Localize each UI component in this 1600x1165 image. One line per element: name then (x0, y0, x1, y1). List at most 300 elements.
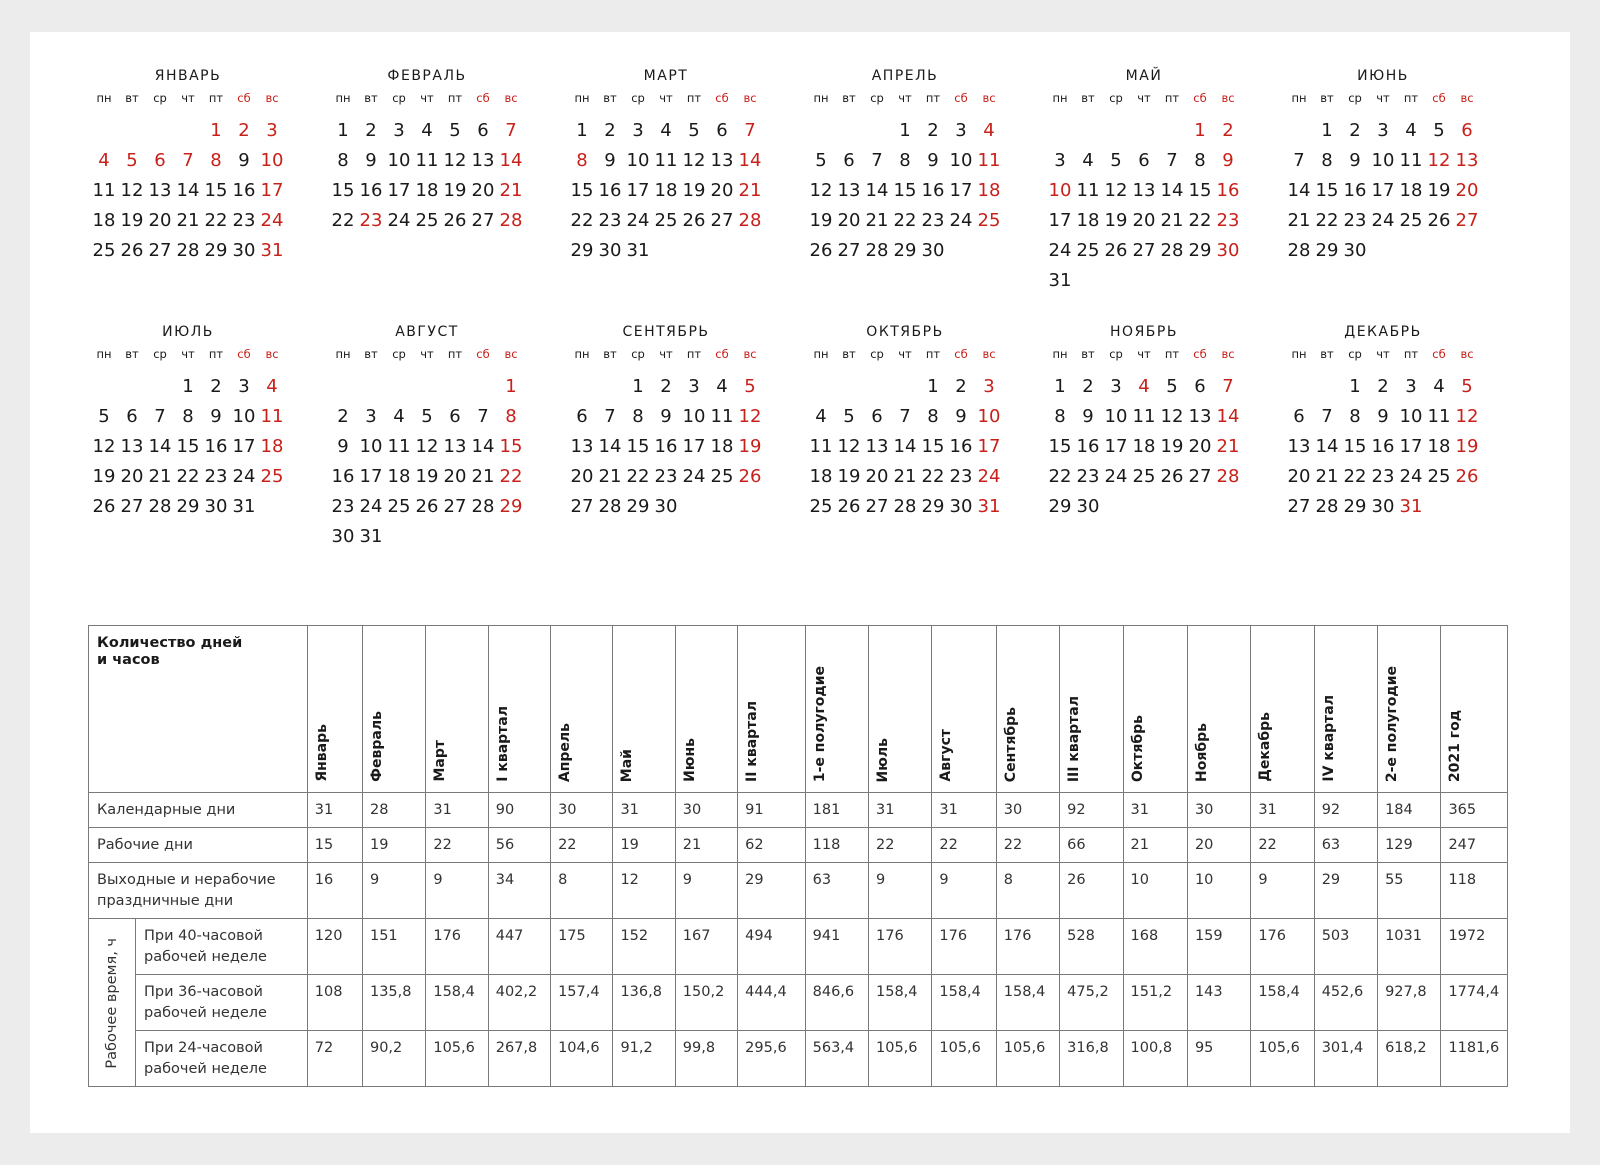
month-block (90, 66, 286, 296)
day-cell: 6 (1194, 376, 1206, 397)
day-cell: 11 (1132, 406, 1156, 427)
day-cell: 13 (148, 180, 172, 201)
day-cell: 26 (1104, 240, 1128, 261)
weekday-label: пт (686, 347, 702, 361)
day-cell: 22 (176, 466, 200, 487)
month-name: МАРТ (643, 68, 689, 84)
day-cell: 28 (471, 496, 495, 517)
day-cell: 4 (660, 120, 672, 141)
day-cell: 1 (927, 376, 939, 397)
day-cell: 20 (837, 210, 861, 231)
weekday-label: вт (1320, 347, 1334, 361)
day-blank (596, 372, 624, 402)
table-row (89, 919, 1508, 975)
table-cell: 105,6 (1251, 1031, 1314, 1087)
day-cell: 27 (1132, 240, 1156, 261)
day-cell: 27 (1287, 496, 1311, 517)
day-cell-holiday: 20 (1455, 180, 1479, 201)
weekday-label: вт (603, 347, 617, 361)
day-cell: 19 (1104, 210, 1128, 231)
day-cell-holiday: 31 (977, 496, 1001, 517)
day-blank (118, 372, 146, 402)
table-cell: 10 (1187, 863, 1250, 919)
day-cell: 16 (598, 180, 622, 201)
day-cell: 2 (337, 406, 349, 427)
weekday-label: пн (574, 91, 590, 105)
column-header-label: Июнь (681, 738, 698, 782)
month-name: АВГУСТ (395, 324, 459, 340)
day-cell-holiday: 4 (1138, 376, 1150, 397)
day-cell-holiday: 14 (738, 150, 762, 171)
weekday-label: вт (125, 347, 139, 361)
day-blank (469, 372, 497, 402)
day-cell: 24 (1104, 466, 1128, 487)
weekday-header-row (329, 88, 525, 116)
weekday-label: пт (686, 91, 702, 105)
day-cell: 8 (182, 406, 194, 427)
row-label: Выходные и нерабочие праздничные дни (89, 863, 308, 919)
day-cell: 6 (1293, 406, 1305, 427)
day-cell: 5 (1110, 150, 1122, 171)
weekday-label: пн (1052, 347, 1068, 361)
day-cell: 10 (949, 150, 973, 171)
table-cell: 31 (1123, 793, 1187, 828)
day-cell: 5 (843, 406, 855, 427)
day-blank (835, 116, 863, 146)
weekday-label: чт (420, 91, 434, 105)
day-cell-holiday: 19 (738, 436, 762, 457)
day-cell-holiday: 7 (505, 120, 517, 141)
table-cell: 95 (1187, 1031, 1250, 1087)
day-cell: 10 (1399, 406, 1423, 427)
day-cell: 24 (949, 210, 973, 231)
day-cell-holiday: 10 (260, 150, 284, 171)
day-cell: 16 (654, 436, 678, 457)
day-cell: 18 (1132, 436, 1156, 457)
table-cell: 8 (551, 863, 613, 919)
weekday-label: ср (870, 91, 884, 105)
day-blank (1074, 116, 1102, 146)
day-cell-holiday: 28 (1216, 466, 1240, 487)
column-header-label: Июль (875, 737, 891, 782)
day-cell: 4 (1433, 376, 1445, 397)
day-cell: 30 (1371, 496, 1395, 517)
table-cell: 20 (1187, 828, 1250, 863)
weekday-label: сб (1432, 91, 1446, 105)
month-block (329, 322, 525, 552)
day-cell: 1 (632, 376, 644, 397)
day-cell: 17 (232, 436, 256, 457)
day-cell: 13 (570, 436, 594, 457)
day-cell: 9 (365, 150, 377, 171)
day-cell-holiday: 3 (983, 376, 995, 397)
day-cell: 22 (331, 210, 355, 231)
day-cell: 20 (148, 210, 172, 231)
weekday-label: пн (1052, 91, 1068, 105)
day-cell: 15 (893, 180, 917, 201)
day-cell: 12 (92, 436, 116, 457)
day-cell: 15 (570, 180, 594, 201)
table-cell: 31 (869, 793, 932, 828)
weekday-label: сб (715, 91, 729, 105)
month-name: МАЙ (1125, 68, 1163, 84)
work-time-group-label (89, 919, 136, 1087)
day-cell: 18 (654, 180, 678, 201)
day-cell: 21 (471, 466, 495, 487)
table-cell: 108 (307, 975, 362, 1031)
column-header-label: IV квартал (1320, 695, 1337, 782)
weekday-label: вс (504, 91, 518, 105)
day-cell: 3 (632, 120, 644, 141)
day-cell: 17 (387, 180, 411, 201)
weekday-label: чт (181, 347, 195, 361)
day-cell: 2 (1082, 376, 1094, 397)
weekday-header-row (1046, 344, 1242, 372)
day-cell: 22 (921, 466, 945, 487)
day-grid (1285, 372, 1481, 522)
day-cell: 11 (654, 150, 678, 171)
day-cell: 21 (148, 466, 172, 487)
table-cell: 1031 (1378, 919, 1441, 975)
column-header-label: 2-е полугодие (1384, 665, 1401, 782)
day-cell: 27 (443, 496, 467, 517)
month-name: ЯНВАРЬ (154, 68, 222, 84)
table-cell: 91,2 (613, 1031, 675, 1087)
day-cell: 28 (893, 496, 917, 517)
weekday-label: вт (1081, 347, 1095, 361)
day-cell-holiday: 31 (1399, 496, 1423, 517)
day-cell-holiday: 18 (260, 436, 284, 457)
day-cell: 4 (421, 120, 433, 141)
day-cell: 25 (654, 210, 678, 231)
day-cell-holiday: 6 (1461, 120, 1473, 141)
month-name: ИЮНЬ (1357, 68, 1409, 84)
day-cell: 31 (232, 496, 256, 517)
month-name: НОЯБРЬ (1110, 324, 1178, 340)
table-cell: 15 (307, 828, 362, 863)
day-cell-holiday: 4 (266, 376, 278, 397)
table-row (89, 828, 1508, 863)
day-cell: 8 (632, 406, 644, 427)
table-cell: 158,4 (932, 975, 996, 1031)
weekday-label: чт (1376, 91, 1390, 105)
column-header (805, 626, 868, 793)
table-cell: 316,8 (1060, 1031, 1123, 1087)
table-cell: 157,4 (551, 975, 613, 1031)
column-header (869, 626, 932, 793)
day-cell: 28 (176, 240, 200, 261)
day-cell: 15 (331, 180, 355, 201)
day-cell: 17 (1371, 180, 1395, 201)
weekday-label: чт (420, 347, 434, 361)
day-grid (1046, 116, 1242, 296)
day-cell: 21 (598, 466, 622, 487)
day-cell: 24 (232, 466, 256, 487)
day-cell: 30 (232, 240, 256, 261)
table-cell: 150,2 (675, 975, 737, 1031)
column-header (932, 626, 996, 793)
table-body (89, 793, 1508, 1087)
day-cell: 19 (809, 210, 833, 231)
day-cell-holiday: 3 (266, 120, 278, 141)
weekday-label: вс (265, 91, 279, 105)
table-cell: 301,4 (1314, 1031, 1377, 1087)
day-cell: 21 (893, 466, 917, 487)
day-cell: 8 (1349, 406, 1361, 427)
weekday-label: сб (1193, 91, 1207, 105)
column-header-label: 1-е полугодие (811, 665, 828, 782)
weekday-label: пн (96, 91, 112, 105)
day-cell: 3 (1405, 376, 1417, 397)
day-cell: 30 (654, 496, 678, 517)
day-cell: 5 (98, 406, 110, 427)
day-cell: 9 (210, 406, 222, 427)
day-cell: 4 (716, 376, 728, 397)
day-cell: 27 (570, 496, 594, 517)
day-cell-holiday: 14 (499, 150, 523, 171)
day-cell-holiday: 8 (210, 150, 222, 171)
day-blank (1130, 116, 1158, 146)
weekday-header-row (568, 344, 764, 372)
day-cell: 9 (927, 150, 939, 171)
table-cell: 143 (1187, 975, 1250, 1031)
table-cell: 19 (613, 828, 675, 863)
table-cell: 92 (1060, 793, 1123, 828)
day-cell: 28 (148, 496, 172, 517)
table-cell: 105,6 (869, 1031, 932, 1087)
day-grid (329, 116, 525, 236)
month-block (807, 322, 1003, 552)
table-cell: 21 (1123, 828, 1187, 863)
weekday-label: ср (1348, 347, 1362, 361)
day-cell-holiday: 8 (505, 406, 517, 427)
month-block (568, 66, 764, 296)
day-cell-holiday: 26 (738, 466, 762, 487)
day-blank (891, 372, 919, 402)
day-cell: 21 (1315, 466, 1339, 487)
day-cell: 6 (576, 406, 588, 427)
day-cell-holiday: 5 (126, 150, 138, 171)
weekday-label: вс (743, 91, 757, 105)
day-cell: 18 (1399, 180, 1423, 201)
day-cell: 29 (176, 496, 200, 517)
day-cell: 22 (626, 466, 650, 487)
day-cell-holiday: 15 (499, 436, 523, 457)
table-cell: 158,4 (426, 975, 488, 1031)
table-cell: 927,8 (1378, 975, 1441, 1031)
day-cell: 17 (1104, 436, 1128, 457)
day-cell-holiday: 2 (238, 120, 250, 141)
day-cell-holiday: 16 (1216, 180, 1240, 201)
day-cell: 24 (1371, 210, 1395, 231)
day-cell: 23 (921, 210, 945, 231)
day-cell: 25 (710, 466, 734, 487)
table-cell: 1181,6 (1441, 1031, 1508, 1087)
day-cell: 28 (865, 240, 889, 261)
table-cell: 31 (1251, 793, 1314, 828)
day-cell-holiday: 19 (1455, 436, 1479, 457)
day-cell: 25 (809, 496, 833, 517)
column-header-label: Ноябрь (1193, 723, 1210, 782)
day-cell: 27 (1188, 466, 1212, 487)
column-header (1251, 626, 1314, 793)
table-cell: 22 (426, 828, 488, 863)
day-cell: 1 (1349, 376, 1361, 397)
weekday-label: вт (1320, 91, 1334, 105)
weekday-label: ср (392, 91, 406, 105)
calendar-sheet (30, 32, 1570, 1133)
day-cell: 19 (92, 466, 116, 487)
column-header-label: Апрель (557, 722, 574, 782)
weekday-label: ср (1348, 91, 1362, 105)
day-cell: 7 (154, 406, 166, 427)
table-cell: 563,4 (805, 1031, 868, 1087)
day-cell: 7 (871, 150, 883, 171)
day-cell: 12 (837, 436, 861, 457)
day-cell: 31 (359, 526, 383, 547)
day-blank (413, 372, 441, 402)
day-cell: 15 (204, 180, 228, 201)
day-cell: 10 (626, 150, 650, 171)
day-cell: 4 (815, 406, 827, 427)
day-cell-holiday: 8 (576, 150, 588, 171)
table-cell: 90 (488, 793, 550, 828)
weekday-label: вс (1460, 91, 1474, 105)
day-cell: 14 (176, 180, 200, 201)
day-blank (329, 372, 357, 402)
weekday-label: вс (504, 347, 518, 361)
weekday-label: ср (1109, 91, 1123, 105)
weekday-label: чт (898, 91, 912, 105)
day-cell: 5 (1433, 120, 1445, 141)
day-cell-holiday: 11 (977, 150, 1001, 171)
day-cell: 11 (809, 436, 833, 457)
weekday-label: ср (392, 347, 406, 361)
table-cell: 267,8 (488, 1031, 550, 1087)
table-cell: 176 (932, 919, 996, 975)
day-cell-holiday: 21 (499, 180, 523, 201)
day-grid (90, 372, 286, 522)
day-cell: 20 (710, 180, 734, 201)
weekday-label: вт (1081, 91, 1095, 105)
table-cell: 104,6 (551, 1031, 613, 1087)
day-cell: 3 (1377, 120, 1389, 141)
column-header-label: Январь (313, 724, 330, 782)
day-cell: 27 (710, 210, 734, 231)
day-cell: 31 (1048, 270, 1072, 291)
day-cell-holiday: 21 (1216, 436, 1240, 457)
day-cell: 8 (927, 406, 939, 427)
day-grid (568, 116, 764, 266)
weekday-label: чт (898, 347, 912, 361)
day-cell: 3 (1054, 150, 1066, 171)
table-cell: 29 (1314, 863, 1377, 919)
day-cell: 31 (626, 240, 650, 261)
day-cell: 2 (1349, 120, 1361, 141)
table-cell: 846,6 (805, 975, 868, 1031)
day-cell: 30 (949, 496, 973, 517)
table-cell: 9 (426, 863, 488, 919)
table-cell: 30 (675, 793, 737, 828)
column-header-label: Октябрь (1129, 714, 1146, 782)
weekday-label: пт (1403, 347, 1419, 361)
month-block (329, 66, 525, 296)
day-cell: 24 (1048, 240, 1072, 261)
day-cell: 2 (604, 120, 616, 141)
day-blank (146, 372, 174, 402)
day-cell: 24 (626, 210, 650, 231)
table-cell: 176 (869, 919, 932, 975)
month-block (807, 66, 1003, 296)
day-cell: 23 (331, 496, 355, 517)
day-cell: 21 (1287, 210, 1311, 231)
day-cell: 4 (1405, 120, 1417, 141)
table-cell: 452,6 (1314, 975, 1377, 1031)
day-cell: 7 (1321, 406, 1333, 427)
weekday-label: пн (335, 91, 351, 105)
day-cell: 19 (415, 466, 439, 487)
day-cell: 18 (387, 466, 411, 487)
table-cell: 176 (996, 919, 1059, 975)
weekday-label: ср (153, 91, 167, 105)
table-cell: 105,6 (996, 1031, 1059, 1087)
day-cell: 10 (1371, 150, 1395, 171)
day-cell: 26 (415, 496, 439, 517)
day-cell: 22 (893, 210, 917, 231)
day-cell: 21 (176, 210, 200, 231)
day-cell-holiday: 11 (260, 406, 284, 427)
day-cell: 12 (415, 436, 439, 457)
day-cell: 9 (604, 150, 616, 171)
table-row (89, 1031, 1508, 1087)
table-cell: 31 (307, 793, 362, 828)
day-blank (1102, 116, 1130, 146)
day-cell: 11 (1427, 406, 1451, 427)
column-header (488, 626, 550, 793)
day-cell: 9 (1349, 150, 1361, 171)
day-cell: 30 (921, 240, 945, 261)
day-cell: 30 (1343, 240, 1367, 261)
day-cell: 9 (337, 436, 349, 457)
day-cell: 29 (204, 240, 228, 261)
day-blank (807, 116, 835, 146)
table-cell: 158,4 (996, 975, 1059, 1031)
weekday-label: вс (743, 347, 757, 361)
weekday-label: ср (153, 347, 167, 361)
day-cell: 11 (1399, 150, 1423, 171)
day-cell: 7 (477, 406, 489, 427)
day-cell: 15 (1188, 180, 1212, 201)
day-cell-holiday: 18 (977, 180, 1001, 201)
weekday-label: сб (476, 91, 490, 105)
table-cell: 9 (675, 863, 737, 919)
day-cell: 13 (710, 150, 734, 171)
day-cell: 2 (955, 376, 967, 397)
day-cell: 4 (393, 406, 405, 427)
day-cell: 5 (449, 120, 461, 141)
day-cell-holiday: 28 (499, 210, 523, 231)
column-header (307, 626, 362, 793)
day-grid (807, 116, 1003, 266)
day-blank (357, 372, 385, 402)
day-cell: 17 (1399, 436, 1423, 457)
table-cell: 31 (932, 793, 996, 828)
day-blank (568, 372, 596, 402)
table-cell: 175 (551, 919, 613, 975)
day-cell: 19 (837, 466, 861, 487)
day-cell: 6 (843, 150, 855, 171)
day-cell: 29 (1343, 496, 1367, 517)
